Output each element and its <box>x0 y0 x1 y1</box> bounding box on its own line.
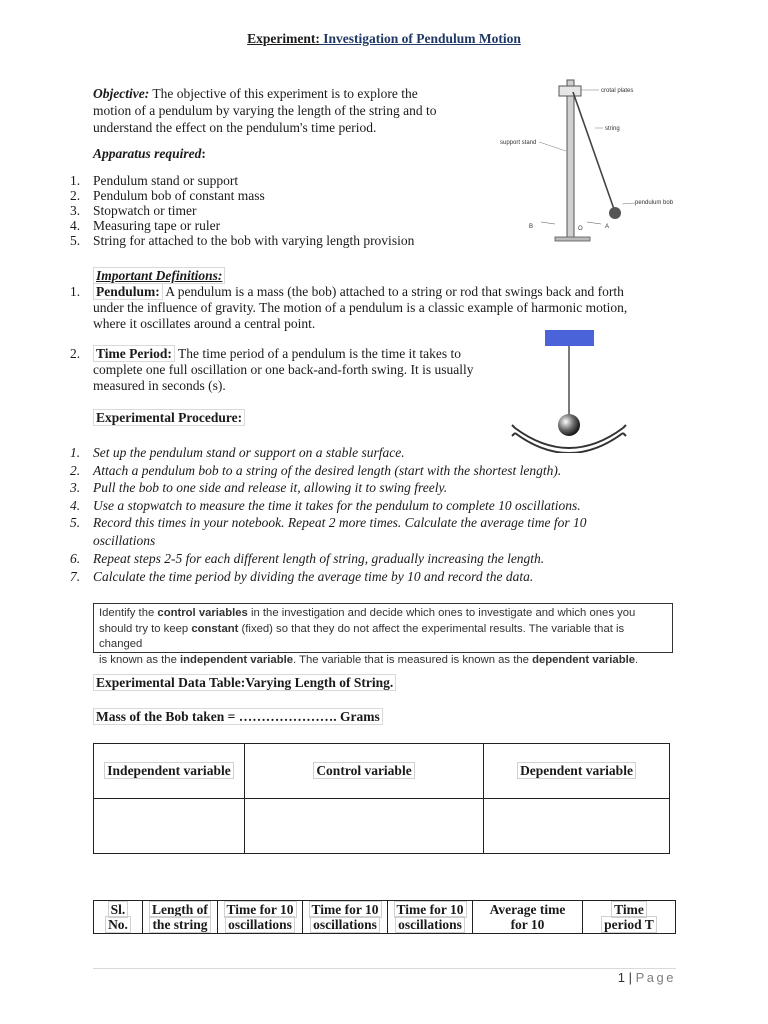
apparatus-item: Pendulum stand or support <box>93 173 239 188</box>
title-main: Investigation of Pendulum Motion <box>319 31 521 46</box>
swinging-pendulum-figure <box>510 328 635 453</box>
variables-note-box: Identify the control variables in the investigation and decide which ones to investigate and which ones you should try to keep constant (fixed) so that they do not affect the experimental results. The variable that is changed is known as the independent variable. The variable that is measured is known as the dependent variable. <box>93 603 673 653</box>
variables-input-cell[interactable] <box>245 799 484 854</box>
title-prefix: Experiment: <box>247 31 320 46</box>
apparatus-item: Measuring tape or ruler <box>93 218 221 233</box>
data-table-heading: Experimental Data Table:Varying Length of String. <box>93 675 396 691</box>
apparatus-item: Stopwatch or timer <box>93 203 197 218</box>
apparatus-label: Apparatus required <box>93 146 202 161</box>
procedure-step: Set up the pendulum stand or support on a stable surface. <box>93 445 405 460</box>
variables-header-cell: Control variable <box>245 744 484 799</box>
observation-table <box>93 900 676 934</box>
procedure-step: Use a stopwatch to measure the time it takes for the pendulum to complete 10 oscillations. <box>93 498 581 513</box>
apparatus-item: Pendulum bob of constant mass <box>93 188 265 203</box>
variables-header-cell: Independent variable <box>94 744 245 799</box>
page-footer: 1 | Page <box>617 970 676 985</box>
apparatus-item: String for attached to the bob with varying length provision <box>93 233 415 248</box>
objective-label: Objective: <box>93 86 150 101</box>
term-pendulum: Pendulum: <box>93 283 163 300</box>
pendulum-bob <box>558 414 580 436</box>
observation-header-cell: Time for 10 oscillations <box>303 901 388 934</box>
label-support-stand: support stand <box>500 140 537 146</box>
procedure-step-5-continued: oscillations <box>93 533 156 548</box>
label-pendulum-bob: pendulum bob <box>635 200 674 206</box>
objective-line-2: motion of a pendulum by varying the length of the string and to <box>93 103 437 118</box>
support-bar <box>545 330 594 346</box>
label-o: O <box>578 226 583 232</box>
variables-table <box>93 743 670 854</box>
label-clamp: crotal plates <box>601 88 634 94</box>
observation-header-cell: Sl. No. <box>94 901 143 934</box>
footer-divider <box>93 968 676 969</box>
label-a: A <box>605 224 610 230</box>
procedure-step: Record this times in your notebook. Repeat 2 more times. Calculate the average time for 10 <box>93 515 587 530</box>
objective-line-1: The objective of this experiment is to explore the <box>149 86 418 101</box>
procedure-step: Calculate the time period by dividing the average time by 10 and record the data. <box>93 569 534 584</box>
procedure-step: Attach a pendulum bob to a string of the desired length (start with the shortest length). <box>93 463 562 478</box>
variables-header-cell: Dependent variable <box>484 744 670 799</box>
observation-header-cell: Time for 10 oscillations <box>218 901 303 934</box>
apparatus-heading <box>93 146 206 162</box>
page-number: 1 <box>617 970 626 985</box>
observation-header-cell: Time period T <box>583 901 676 934</box>
page-word: Page <box>635 970 676 985</box>
definition-pendulum: Pendulum: A pendulum is a mass (the bob) attached to a string or rod that swings back and forth under the influence of gravity. The motion of a pendulum is a classic example of harmonic motion, where it oscillates around a central point. <box>93 284 628 331</box>
variables-input-cell[interactable] <box>94 799 245 854</box>
definitions-heading: Important Definitions: <box>93 268 225 284</box>
procedure-step: Repeat steps 2-5 for each different length of string, gradually increasing the length. <box>93 551 545 566</box>
definition-time-period: Time Period: The time period of a pendulum is the time it takes to complete one full oscillation or one back-and-forth swing. It is usually measured in seconds (s). <box>93 346 474 393</box>
observation-header-cell: Average time for 10 <box>473 901 583 934</box>
objective-line-3: understand the effect on the pendulum's time period. <box>93 120 377 135</box>
apparatus-colon: : <box>201 146 206 161</box>
page-title <box>0 31 768 47</box>
procedure-step: Pull the bob to one side and release it, allowing it to swing freely. <box>93 480 448 495</box>
procedure-heading: Experimental Procedure: <box>93 410 245 426</box>
observation-header-cell: Length of the string <box>143 901 218 934</box>
variables-input-cell[interactable] <box>484 799 670 854</box>
mass-of-bob-line: Mass of the Bob taken = …………………. Grams <box>93 709 383 725</box>
objective <box>93 86 473 136</box>
pendulum-stand-figure <box>495 76 700 246</box>
term-time-period: Time Period: <box>93 345 175 362</box>
label-string: string <box>605 126 620 132</box>
observation-header-cell: Time for 10 oscillations <box>388 901 473 934</box>
label-b: B <box>529 224 534 230</box>
